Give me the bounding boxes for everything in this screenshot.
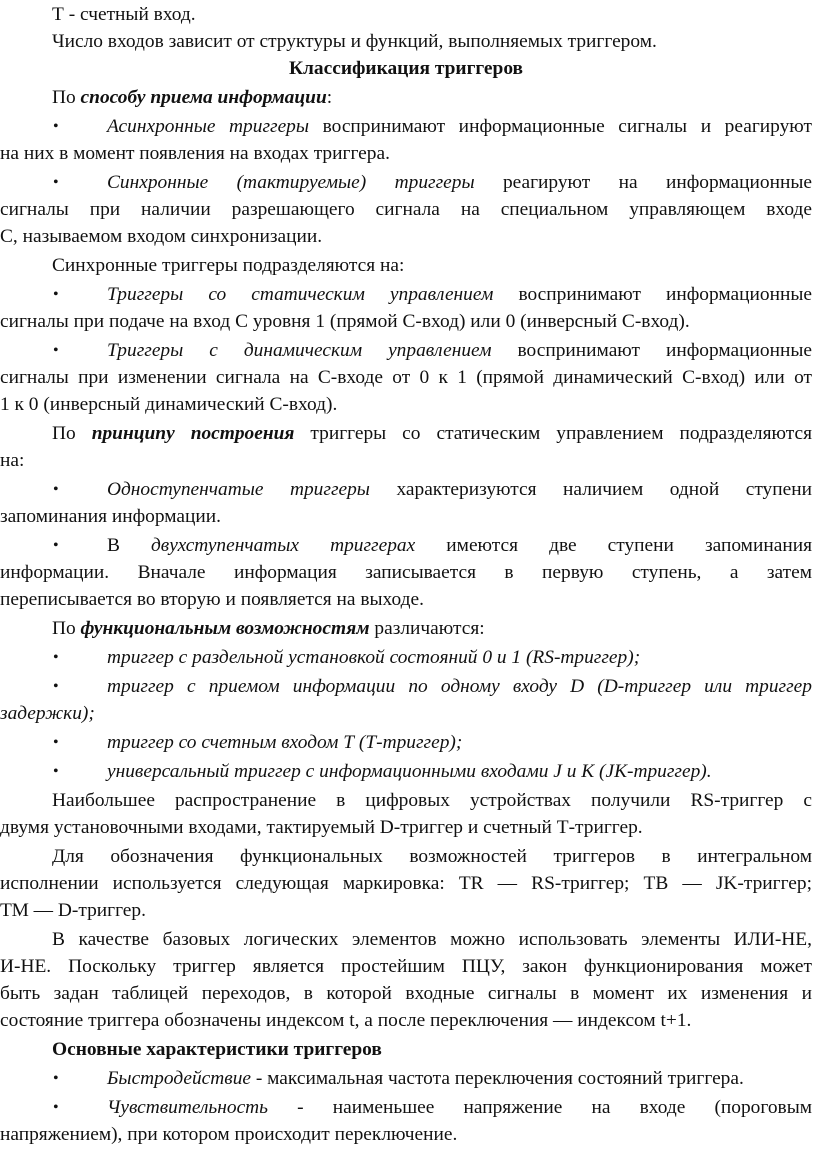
bullet-icon: •	[53, 342, 59, 359]
section-heading: Классификация триггеров	[288, 58, 523, 79]
text-line: сигналы при изменении сигнала на С-входе от 0 к 1 (прямой динамический С-вход) или от	[0, 367, 812, 388]
text-line: По функциональным возможностям различаются:	[52, 618, 485, 639]
text-line: Синхронные триггеры подразделяются на:	[52, 255, 405, 276]
bullet-icon: •	[53, 118, 59, 135]
list-item: • триггер с приемом информации по одному входу D (D-триггер или триггер	[0, 672, 812, 702]
list-item: • Триггеры с динамическим управлением воспринимают информационные	[0, 336, 812, 366]
text-line: задержки);	[0, 703, 95, 724]
bullet-icon: •	[53, 481, 59, 498]
text-line: ТМ — D-триггер.	[0, 900, 146, 921]
text-line: исполнении используется следующая маркировка: TR — RS-триггер; ТВ — JK-триггер;	[0, 873, 812, 894]
list-item: • триггер с раздельной установкой состояний 0 и 1 (RS-триггер);	[0, 643, 812, 673]
section-heading: Основные характеристики триггеров	[52, 1039, 382, 1060]
text-line: быть задан таблицей переходов, в которой входные сигналы в момент их изменения и	[0, 983, 812, 1004]
text-line: переписывается во вторую и появляется на выходе.	[0, 589, 424, 610]
list-item: • универсальный триггер с информационными входами J и K (JK-триггер).	[0, 757, 812, 787]
bullet-icon: •	[53, 1099, 59, 1116]
bullet-icon: •	[53, 1070, 59, 1087]
text-line: двумя установочными входами, тактируемый D-триггер и счетный Т-триггер.	[0, 817, 643, 838]
text-line: на:	[0, 450, 25, 471]
text-line: запоминания информации.	[0, 506, 222, 527]
text-line: Т - счетный вход.	[52, 4, 196, 25]
text-line: По принципу построения триггеры со статическим управлением подразделяются	[52, 423, 812, 444]
text-line: По способу приема информации:	[52, 87, 333, 108]
text-line: Число входов зависит от структуры и функций, выполняемых триггером.	[52, 31, 657, 52]
bullet-icon: •	[53, 678, 59, 695]
text-line: В качестве базовых логических элементов можно использовать элементы ИЛИ-НЕ,	[52, 929, 812, 950]
list-item: • Синхронные (тактируемые) триггеры реагируют на информационные	[0, 168, 812, 198]
list-item: • Чувствительность - наименьшее напряжение на входе (пороговым	[0, 1093, 812, 1123]
bullet-icon: •	[53, 537, 59, 554]
list-item: • Триггеры со статическим управлением воспринимают информационные	[0, 280, 812, 310]
list-item: • Быстродействие - максимальная частота переключения состояний триггера.	[0, 1064, 812, 1094]
text-line: Наибольшее распространение в цифровых устройствах получили RS-триггер с	[52, 790, 812, 811]
text-line: сигналы при наличии разрешающего сигнала на специальном управляющем входе	[0, 199, 812, 220]
bullet-icon: •	[53, 763, 59, 780]
text-line: И-НЕ. Поскольку триггер является простейшим ПЦУ, закон функционирования может	[0, 956, 812, 977]
text-line: сигналы при подаче на вход С уровня 1 (прямой С-вход) или 0 (инверсный С-вход).	[0, 311, 690, 332]
text-line: С, называемом входом синхронизации.	[0, 226, 323, 247]
list-item: • Асинхронные триггеры воспринимают информационные сигналы и реагируют	[0, 112, 812, 142]
bullet-icon: •	[53, 174, 59, 191]
text-line: информации. Вначале информация записывается в первую ступень, а затем	[0, 562, 812, 583]
text-line: напряжением), при котором происходит переключение.	[0, 1124, 458, 1145]
bullet-icon: •	[53, 734, 59, 751]
text-line: 1 к 0 (инверсный динамический С-вход).	[0, 394, 338, 415]
bullet-icon: •	[53, 286, 59, 303]
text-line: на них в момент появления на входах триггера.	[0, 143, 390, 164]
list-item: • триггер со счетным входом Т (Т-триггер);	[0, 728, 812, 758]
text-line: Для обозначения функциональных возможностей триггеров в интегральном	[52, 846, 812, 867]
list-item: • Одноступенчатые триггеры характеризуются наличием одной ступени	[0, 475, 812, 505]
list-item: • В двухступенчатых триггерах имеются две ступени запоминания	[0, 531, 812, 561]
bullet-icon: •	[53, 649, 59, 666]
text-line: состояние триггера обозначены индексом t, а после переключения — индексом t+1.	[0, 1010, 692, 1031]
